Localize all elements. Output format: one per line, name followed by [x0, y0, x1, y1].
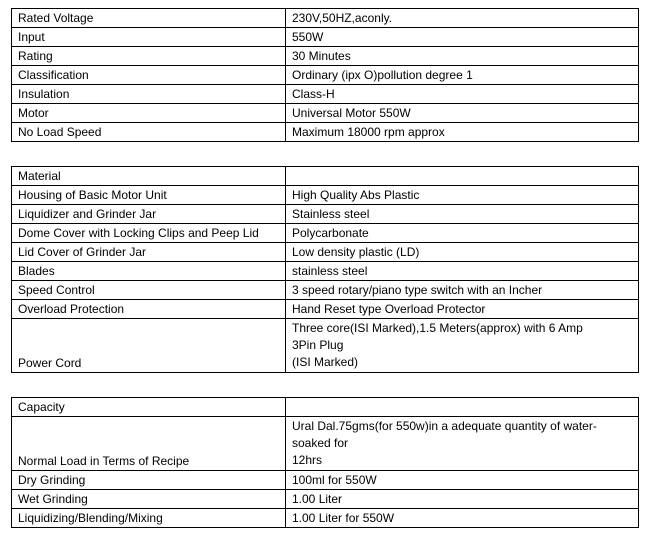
table-row — [12, 281, 639, 300]
spec-label: No Load Speed — [12, 123, 286, 142]
spec-value: Ordinary (ipx O)pollution degree 1 — [286, 66, 639, 85]
table-header-row — [12, 167, 639, 186]
table-row — [12, 471, 639, 490]
table-row — [12, 28, 639, 47]
table-row — [12, 205, 639, 224]
table-row — [12, 47, 639, 66]
spec-label: Wet Grinding — [12, 490, 286, 509]
spec-value: Polycarbonate — [286, 224, 639, 243]
electrical-spec-table — [11, 8, 639, 142]
spec-value: Maximum 18000 rpm approx — [286, 123, 639, 142]
table-row — [12, 224, 639, 243]
table-row — [12, 85, 639, 104]
spec-value: Class-H — [286, 85, 639, 104]
spec-value: High Quality Abs Plastic — [286, 186, 639, 205]
empty-cell — [286, 167, 639, 186]
spec-label: Speed Control — [12, 281, 286, 300]
table-row — [12, 66, 639, 85]
spec-value: 1.00 Liter for 550W — [286, 509, 639, 528]
spec-label: Blades — [12, 262, 286, 281]
spec-value-multiline — [286, 319, 639, 373]
table-row — [12, 104, 639, 123]
spec-value: Low density plastic (LD) — [286, 243, 639, 262]
value-line: Three core(ISI Marked),1.5 Meters(approx) with 6 Amp — [292, 321, 583, 335]
material-spec-table — [11, 166, 639, 373]
table-row — [12, 186, 639, 205]
spec-label: Housing of Basic Motor Unit — [12, 186, 286, 205]
section-header: Material — [12, 167, 286, 186]
spec-label: Classification — [12, 66, 286, 85]
table-row — [12, 300, 639, 319]
spec-label: Lid Cover of Grinder Jar — [12, 243, 286, 262]
spec-label: Dome Cover with Locking Clips and Peep Lid — [12, 224, 286, 243]
spec-value: 30 Minutes — [286, 47, 639, 66]
spec-value: 1.00 Liter — [286, 490, 639, 509]
spec-value: 3 speed rotary/piano type switch with an Incher — [286, 281, 639, 300]
spec-label: Dry Grinding — [12, 471, 286, 490]
spec-label: Motor — [12, 104, 286, 123]
section-header: Capacity — [12, 398, 286, 417]
table-row — [12, 490, 639, 509]
spec-label: Normal Load in Terms of Recipe — [12, 417, 286, 471]
value-line: 3Pin Plug — [292, 338, 344, 352]
table-row — [12, 243, 639, 262]
table-header-row — [12, 398, 639, 417]
value-line: soaked for — [292, 436, 349, 450]
spec-value: 230V,50HZ,aconly. — [286, 9, 639, 28]
value-line: (ISI Marked) — [292, 355, 359, 369]
spec-label: Rated Voltage — [12, 9, 286, 28]
table-row — [12, 509, 639, 528]
spec-label: Insulation — [12, 85, 286, 104]
spec-label: Liquidizer and Grinder Jar — [12, 205, 286, 224]
spec-value: 100ml for 550W — [286, 471, 639, 490]
empty-cell — [286, 398, 639, 417]
spec-value: 550W — [286, 28, 639, 47]
table-row-normal-load — [12, 417, 639, 471]
table-row — [12, 123, 639, 142]
table-row — [12, 9, 639, 28]
spec-value: stainless steel — [286, 262, 639, 281]
spec-label: Rating — [12, 47, 286, 66]
spec-label: Input — [12, 28, 286, 47]
value-line: 12hrs — [292, 453, 323, 467]
value-line: Ural Dal.75gms(for 550w)in a adequate quantity of water- — [292, 419, 597, 433]
capacity-spec-table — [11, 397, 639, 528]
table-row — [12, 262, 639, 281]
spec-value: Hand Reset type Overload Protector — [286, 300, 639, 319]
spec-value-multiline — [286, 417, 639, 471]
spec-value: Stainless steel — [286, 205, 639, 224]
spec-label: Power Cord — [12, 319, 286, 373]
spec-value: Universal Motor 550W — [286, 104, 639, 123]
spec-label: Overload Protection — [12, 300, 286, 319]
table-row-power-cord — [12, 319, 639, 373]
spec-label: Liquidizing/Blending/Mixing — [12, 509, 286, 528]
